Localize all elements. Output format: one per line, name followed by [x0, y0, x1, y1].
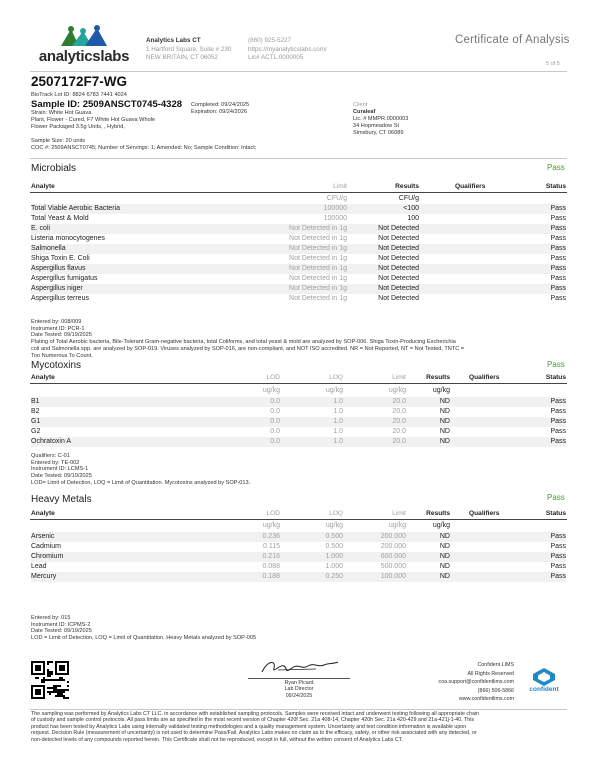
mycotoxins-title: Mycotoxins	[31, 360, 82, 371]
unit-loq: ug/kg	[325, 387, 343, 394]
status-cell: Pass	[550, 235, 566, 242]
result-cell: ND	[439, 573, 450, 580]
lims-email[interactable]: coa.support@confidentlims.com	[438, 679, 514, 685]
result-cell: ND	[439, 408, 450, 415]
table-row	[31, 274, 566, 284]
metals-header-rule	[30, 519, 567, 520]
lod-cell: 0.0	[270, 398, 280, 405]
limit-cell: Not Detected in 1g	[289, 295, 347, 302]
table-row	[31, 294, 566, 304]
loq-cell: 1.0	[333, 428, 343, 435]
lab-phone: (860) 925-5227	[248, 37, 292, 44]
unit-limit: ug/kg	[388, 387, 406, 394]
result-cell: Not Detected	[378, 285, 419, 292]
client-label: Client	[353, 102, 368, 108]
status-cell: Pass	[550, 215, 566, 222]
note-line: Plating of Total Aerobic bacteria, Bile-Tolerant Gram-negative bacteria, total Coliforms, and total yeast & mold are analyzed by SOP-006. Shiga Toxin-Producing Escherichia	[31, 339, 456, 346]
status-cell: Pass	[550, 428, 566, 435]
result-cell: ND	[439, 418, 450, 425]
limit-cell: 600.000	[380, 553, 406, 560]
col-limit: Limit	[333, 183, 347, 190]
analyte-cell: G2	[31, 428, 41, 435]
metals-units-row	[31, 521, 566, 531]
limit-cell: 20.0	[392, 418, 406, 425]
table-row	[31, 552, 566, 562]
limit-cell: 20.0	[392, 428, 406, 435]
analyte-cell: Salmonella	[31, 245, 66, 252]
col-qualifiers: Qualifiers	[455, 183, 486, 190]
status-cell: Pass	[550, 438, 566, 445]
col-limit: Limit	[392, 510, 406, 517]
qr-code	[31, 661, 69, 699]
client-license: Lic. # MMPR.0000003	[353, 116, 409, 122]
lims-phone: (866) 506-5866	[477, 687, 514, 694]
client-block	[353, 102, 408, 137]
note-line: LOD= Limit of Detection, LOQ = Limit of Quantitation. Mycotoxins analyzed by SOP-013.	[31, 479, 251, 486]
sample-size: Sample Size: 20 units	[31, 138, 86, 144]
unit-results: ug/kg	[432, 387, 450, 394]
signer-name: Ryan Picard	[284, 680, 314, 686]
status-cell: Pass	[550, 418, 566, 425]
table-row	[31, 572, 566, 582]
footer-line: of custody and sample control protocols. All pass limits are as specified in the most recent version of Chapter 420f Sec. 21a 408-14, Chapter 420h Sec. 21a 420-429 and 21a-421j-1-40. This	[31, 717, 475, 724]
note-line: Date Tested: 09/19/2025	[31, 473, 92, 480]
note-line: Too Numerous To Count.	[31, 352, 93, 359]
strain: Strain: White Hot Guava	[31, 110, 92, 116]
analyte-cell: Cadmium	[31, 543, 61, 550]
lod-cell: 0.0	[270, 428, 280, 435]
lab-address-line2: NEW BRITAIN, CT 06052	[146, 54, 218, 61]
result-cell: ND	[439, 533, 450, 540]
signature-date: 09/24/2025	[285, 692, 313, 699]
analyte-cell: Mercury	[31, 573, 57, 580]
unit-limit: CFU/g	[326, 195, 347, 202]
microbials-top-rule	[30, 158, 567, 159]
lims-rights: All Rights Reserved	[467, 670, 514, 677]
note-line: coli and Salmonella spp. are analyzed by SOP-019. Viruses analyzed by SOP-016, are non-compliant, and NOT ISO accredited. NR = Not Reported, NT = Not Tested, TNTC =	[31, 345, 465, 352]
signature-icon	[254, 656, 344, 678]
expiration-date: Expiration: 09/24/2026	[191, 109, 247, 115]
matrix: Plant, Flower - Cured, F7 White Hot Guava Whole	[31, 117, 156, 123]
col-qualifiers: Qualifiers	[469, 510, 500, 517]
analyte-cell: Aspergillus fumigatus	[31, 275, 98, 282]
lab-address-block	[146, 37, 231, 63]
lod-cell: 0.0	[270, 408, 280, 415]
footer-line: The sampling was performed by Analytics Labs CT LLC. in accordance with established sampling protocols. Samples were received intact and underwent testing following all appropriate chain	[31, 711, 480, 717]
status-cell: Pass	[550, 563, 566, 570]
biotrack-id: BioTrack Lot ID: 8824 6783 7441 4024	[31, 92, 127, 98]
note-line: Qualifiers: C-01	[31, 453, 70, 459]
completed-date: Completed: 09/24/2025	[191, 102, 250, 108]
result-cell: ND	[439, 563, 450, 570]
page-number: 5 of 5	[546, 61, 560, 67]
microbials-header-rule	[30, 192, 567, 193]
status-cell: Pass	[550, 543, 566, 550]
sample-id: Sample ID: 2509ANSCT0745-4328	[31, 99, 183, 110]
mycotoxins-notes	[31, 453, 566, 487]
status-cell: Pass	[550, 255, 566, 262]
status-cell: Pass	[550, 533, 566, 540]
loq-cell: 1.000	[325, 563, 343, 570]
loq-cell: 0.500	[325, 533, 343, 540]
footer-line: product has been tested by Analytics Labs using internally validated testing methodologies and a quality management system. Uncertainty and test condition information is available upon	[31, 723, 467, 730]
lod-cell: 0.0	[270, 418, 280, 425]
mycotoxins-header	[31, 374, 566, 383]
lod-cell: 0.188	[262, 573, 280, 580]
analyte-cell: B2	[31, 408, 40, 415]
signature-block	[244, 656, 354, 699]
analyte-cell: Lead	[31, 563, 47, 570]
confident-logo	[521, 668, 567, 693]
table-row	[31, 407, 566, 417]
matrix-line2: Flower Packaged 3.5g Units, , Hybrid,	[31, 124, 125, 130]
status-cell: Pass	[550, 553, 566, 560]
metals-status: Pass	[547, 493, 565, 502]
result-cell: Not Detected	[378, 275, 419, 282]
analyte-cell: Aspergillus niger	[31, 285, 83, 292]
lot-id: 2507172F7-WG	[31, 74, 128, 89]
lab-address-line1: 1 Hartford Square, Suite # 230	[146, 45, 232, 53]
analyte-cell: Total Viable Aerobic Bacteria	[31, 205, 120, 212]
signer-block	[244, 680, 354, 699]
analyte-cell: B1	[31, 398, 40, 405]
col-analyte: Analyte	[31, 183, 55, 190]
footer-line: request. Decision Rule (measurement of uncertainty) is not used to determine Pass/Fail. Analytics Labs makes no claim as to the efficacy, safety, or other risk associated with any detected, or	[31, 730, 477, 737]
result-cell: <100	[403, 205, 419, 212]
table-row	[31, 542, 566, 552]
limit-cell: 200.000	[380, 533, 406, 540]
document-title: Certificate of Analysis	[455, 34, 570, 46]
analyte-cell: Aspergillus terreus	[31, 295, 89, 302]
loq-cell: 1.0	[333, 408, 343, 415]
loq-cell: 1.0	[333, 438, 343, 445]
status-cell: Pass	[550, 408, 566, 415]
lod-cell: 0.115	[263, 543, 280, 550]
status-cell: Pass	[550, 285, 566, 292]
unit-loq: ug/kg	[325, 522, 343, 529]
result-cell: Not Detected	[378, 265, 419, 272]
table-row	[31, 254, 566, 264]
lims-name: Confident LIMS	[477, 662, 514, 668]
microbials-header	[31, 183, 566, 192]
table-row	[31, 214, 566, 224]
note-line: Entered by: TE-002	[31, 459, 80, 466]
lims-website[interactable]: www.confidentlims.com	[458, 696, 514, 702]
lod-cell: 0.088	[262, 563, 280, 570]
coc-line: COC #: 2509ANSCT0745; Number of Servings: 1; Amended: No; Sample Condition: Intact;	[31, 145, 257, 151]
confident-logo-icon	[533, 668, 555, 686]
col-qualifiers: Qualifiers	[469, 374, 500, 381]
limit-cell: Not Detected in 1g	[289, 235, 347, 242]
analyte-cell: Arsenic	[31, 533, 55, 540]
table-row	[31, 427, 566, 437]
table-row	[31, 204, 566, 214]
note-line: Instrument ID: PCR-1	[31, 325, 85, 332]
limit-cell: Not Detected in 1g	[289, 275, 347, 282]
analyte-cell: E. coli	[31, 225, 51, 232]
col-results: Results	[426, 510, 450, 517]
status-cell: Pass	[550, 398, 566, 405]
footer-line: non-detected levels of any compounds reported herein. This Certificate shall not be reproduced, except in full, without the written consent of Analytics Labs CT.	[31, 736, 403, 743]
sample-dates	[191, 102, 249, 116]
mycotoxins-status: Pass	[547, 360, 565, 369]
table-row	[31, 532, 566, 542]
note-line: Instrument ID: LCMS-1	[31, 466, 89, 473]
client-address1: 34 Hopmeadow St	[353, 123, 400, 129]
result-cell: Not Detected	[378, 295, 419, 302]
limit-cell: 20.0	[392, 408, 406, 415]
table-row	[31, 437, 566, 447]
mycotoxins-header-rule	[30, 383, 567, 384]
metals-header	[31, 510, 566, 519]
col-lod: LOD	[266, 374, 280, 381]
loq-cell: 0.500	[325, 543, 343, 550]
footer-divider	[30, 709, 567, 710]
sample-details	[31, 110, 155, 131]
limit-cell: 200.000	[380, 543, 406, 550]
status-cell: Pass	[550, 573, 566, 580]
analyte-cell: Ochratoxin A	[31, 438, 72, 445]
loq-cell: 1.0	[333, 398, 343, 405]
limit-cell: 100.000	[380, 573, 406, 580]
col-results: Results	[395, 183, 419, 190]
note-line: Instrument ID: ICPMS-2	[31, 621, 91, 628]
result-cell: ND	[439, 398, 450, 405]
result-cell: ND	[439, 438, 450, 445]
mycotoxins-units-row	[31, 386, 566, 396]
note-line: Date Tested: 09/19/2025	[31, 332, 92, 339]
header-divider	[30, 71, 567, 72]
limit-cell: 100000	[323, 215, 347, 222]
result-cell: Not Detected	[378, 245, 419, 252]
status-cell: Pass	[550, 245, 566, 252]
table-row	[31, 264, 566, 274]
metals-title: Heavy Metals	[31, 494, 92, 505]
result-cell: Not Detected	[378, 225, 419, 232]
microbials-status: Pass	[547, 163, 565, 172]
col-analyte: Analyte	[31, 510, 55, 517]
unit-lod: ug/kg	[262, 522, 280, 529]
analyte-cell: Listeria monocytogenes	[31, 235, 105, 242]
status-cell: Pass	[550, 265, 566, 272]
lab-license: Lic# ACTL.0000005	[248, 54, 304, 61]
microbials-notes	[31, 319, 566, 359]
status-cell: Pass	[550, 295, 566, 302]
microbials-title: Microbials	[31, 163, 77, 174]
result-cell: Not Detected	[378, 235, 419, 242]
microbials-units-row	[31, 194, 566, 204]
result-cell: Not Detected	[378, 255, 419, 262]
note-line: Entered by: 015	[31, 615, 71, 621]
signer-title: Lab Director	[284, 686, 314, 693]
lod-cell: 0.0	[270, 438, 280, 445]
unit-results: CFU/g	[398, 195, 419, 202]
loq-cell: 1.000	[325, 553, 343, 560]
note-line: Date Tested: 09/19/2025	[31, 628, 92, 635]
limit-cell: Not Detected in 1g	[289, 225, 347, 232]
lab-website[interactable]: https://myanalyticslabs.com/	[248, 45, 327, 53]
col-analyte: Analyte	[31, 374, 55, 381]
lab-logo	[30, 24, 138, 70]
lab-name: Analytics Labs CT	[146, 37, 201, 44]
status-cell: Pass	[550, 275, 566, 282]
lab-contact-block	[248, 37, 327, 63]
table-row	[31, 562, 566, 572]
table-row	[31, 417, 566, 427]
status-cell: Pass	[550, 205, 566, 212]
limit-cell: 20.0	[392, 398, 406, 405]
note-line: LOD = Limit of Detection, LOQ = Limit of Quantitation. Heavy Metals analyzed by SOP-005	[31, 635, 257, 642]
confident-wordmark: confident	[529, 686, 559, 693]
unit-results: ug/kg	[432, 522, 450, 529]
table-row	[31, 284, 566, 294]
footer-disclaimer	[31, 711, 568, 743]
loq-cell: 1.0	[333, 418, 343, 425]
result-cell: ND	[439, 543, 450, 550]
result-cell: ND	[439, 428, 450, 435]
col-lod: LOD	[266, 510, 280, 517]
col-status: Status	[545, 183, 566, 190]
lod-cell: 0.236	[262, 533, 280, 540]
limit-cell: 500.000	[380, 563, 406, 570]
col-status: Status	[545, 510, 566, 517]
loq-cell: 0.250	[325, 573, 343, 580]
limit-cell: Not Detected in 1g	[289, 285, 347, 292]
limit-cell: 100000	[323, 205, 347, 212]
result-cell: 100	[407, 215, 419, 222]
table-row	[31, 397, 566, 407]
result-cell: ND	[439, 553, 450, 560]
note-line: Entered by: 008/009	[31, 319, 82, 325]
limit-cell: Not Detected in 1g	[289, 255, 347, 262]
unit-lod: ug/kg	[262, 387, 280, 394]
limit-cell: Not Detected in 1g	[289, 265, 347, 272]
analyte-cell: G1	[31, 418, 41, 425]
col-limit: Limit	[392, 374, 406, 381]
col-loq: LOQ	[329, 510, 343, 517]
unit-limit: ug/kg	[388, 522, 406, 529]
col-status: Status	[545, 374, 566, 381]
qr-code-icon	[31, 661, 69, 699]
col-results: Results	[426, 374, 450, 381]
analyte-cell: Shiga Toxin E. Coli	[31, 255, 90, 262]
table-row	[31, 224, 566, 234]
client-name: Curaleaf	[353, 109, 376, 115]
client-address2: Simsbury, CT 06089	[353, 130, 404, 136]
logo-wordmark: analyticslabs	[38, 48, 130, 65]
limit-cell: Not Detected in 1g	[289, 245, 347, 252]
table-row	[31, 244, 566, 254]
status-cell: Pass	[550, 225, 566, 232]
analyte-cell: Chromium	[31, 553, 64, 560]
table-row	[31, 234, 566, 244]
col-loq: LOQ	[329, 374, 343, 381]
limit-cell: 20.0	[392, 438, 406, 445]
analyte-cell: Total Yeast & Mold	[31, 215, 89, 222]
metals-notes	[31, 615, 566, 642]
lod-cell: 0.216	[262, 553, 280, 560]
analyte-cell: Aspergillus flavus	[31, 265, 86, 272]
logo-mark-icon	[30, 24, 138, 48]
lims-contact	[404, 661, 514, 704]
